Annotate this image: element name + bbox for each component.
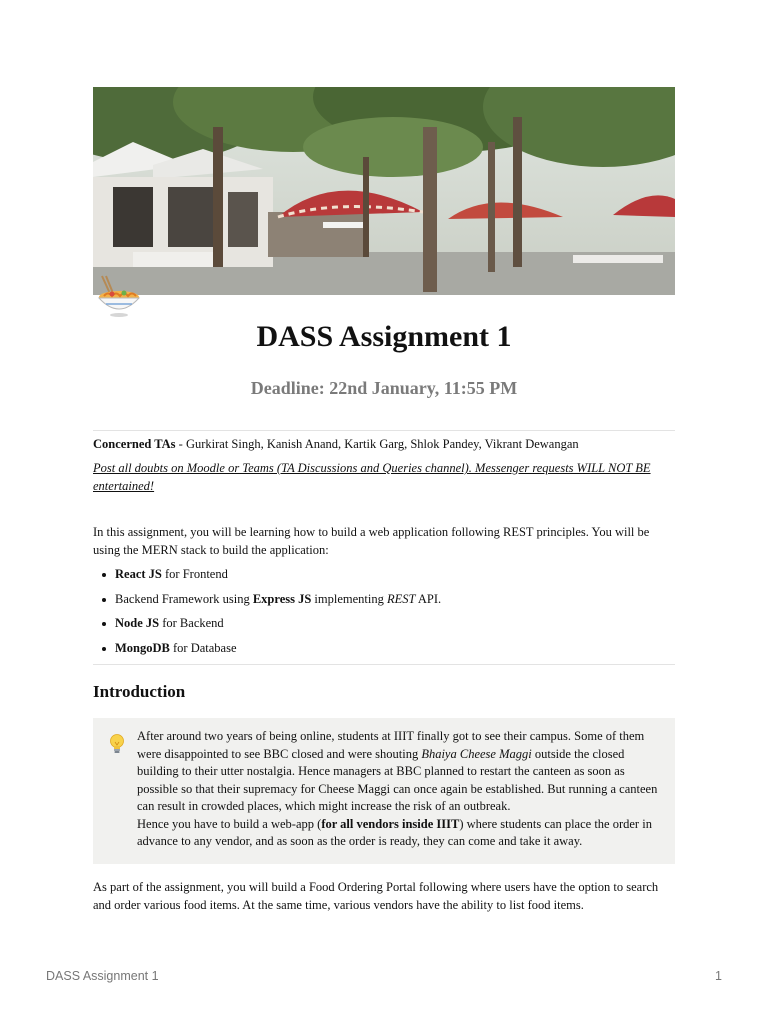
callout-text-strong: for all vendors inside IIIT bbox=[321, 816, 460, 831]
footer-page-number: 1 bbox=[715, 969, 722, 983]
tas-label: Concerned TAs bbox=[93, 437, 176, 451]
list-item-strong: React JS bbox=[115, 567, 162, 581]
list-item bbox=[115, 566, 697, 591]
list-item-text: for Database bbox=[169, 640, 237, 655]
callout-text-part: Hence you have to build a web-app ( bbox=[137, 816, 322, 831]
list-item-text: for Backend bbox=[159, 616, 224, 631]
tas-names: - Gurkirat Singh, Kanish Anand, Kartik Garg, Shlok Pandey, Vikrant Dewangan bbox=[175, 437, 579, 451]
callout-text-part: ) where students can place the order in advance to any vendor, and as soon as the order is ready, they can come and take it away. bbox=[137, 816, 652, 848]
list-item bbox=[115, 615, 697, 640]
divider bbox=[93, 430, 675, 431]
intro-callout bbox=[93, 718, 675, 864]
callout-text-part: After around two years of being online, students at IIIT finally got to see their campus. Some of them were disappointed to see BBC closed and were shouting bbox=[137, 729, 645, 761]
list-item-strong: Node JS bbox=[115, 616, 160, 631]
canteen-photo bbox=[93, 87, 675, 295]
tas-line bbox=[93, 436, 675, 454]
section-heading-introduction: Introduction bbox=[93, 682, 186, 701]
cover-image bbox=[93, 87, 675, 295]
callout-text-part: outside the closed building to their utter nostalgia. Hence managers at BBC planned to restart the canteen as soon as possible so that their supremacy for Cheese Maggi can once again be established. But running a canteen can result in crowded places, which might increase the risk of an outbreak. bbox=[137, 746, 658, 813]
list-item bbox=[115, 640, 697, 665]
footer-doc-name: DASS Assignment 1 bbox=[46, 969, 159, 983]
callout-text-em: Bhaiya Cheese Maggi bbox=[421, 746, 532, 761]
list-item-em: REST bbox=[386, 591, 416, 606]
deadline-subtitle: Deadline: 22nd January, 11:55 PM bbox=[250, 378, 518, 398]
list-item bbox=[115, 591, 697, 616]
doubts-notice bbox=[93, 460, 675, 495]
divider bbox=[93, 664, 675, 665]
lightbulb-icon bbox=[109, 734, 125, 754]
list-item-text: implementing bbox=[311, 591, 387, 606]
noodle-bowl-icon bbox=[96, 274, 142, 318]
list-item-text: for Frontend bbox=[161, 567, 228, 581]
tech-stack-list bbox=[93, 566, 697, 664]
list-item-strong: MongoDB bbox=[115, 640, 170, 655]
doubts-notice-text: Post all doubts on Moodle or Teams (TA Discussions and Queries channel). Messenger requests WILL NOT BE entertained! bbox=[93, 461, 651, 493]
list-item-text: Backend Framework using bbox=[115, 591, 253, 606]
list-item-strong: Express JS bbox=[252, 591, 312, 606]
page-title: DASS Assignment 1 bbox=[256, 320, 512, 353]
callout-text bbox=[137, 728, 661, 851]
list-item-text: API. bbox=[415, 591, 442, 606]
intro-paragraph: In this assignment, you will be learning how to build a web application following REST principles. You will be using the MERN stack to build the application: bbox=[93, 525, 650, 557]
closing-paragraph: As part of the assignment, you will build a Food Ordering Portal following where users have the option to search and order various food items. At the same time, various vendors have the ability to list food items. bbox=[93, 880, 659, 912]
